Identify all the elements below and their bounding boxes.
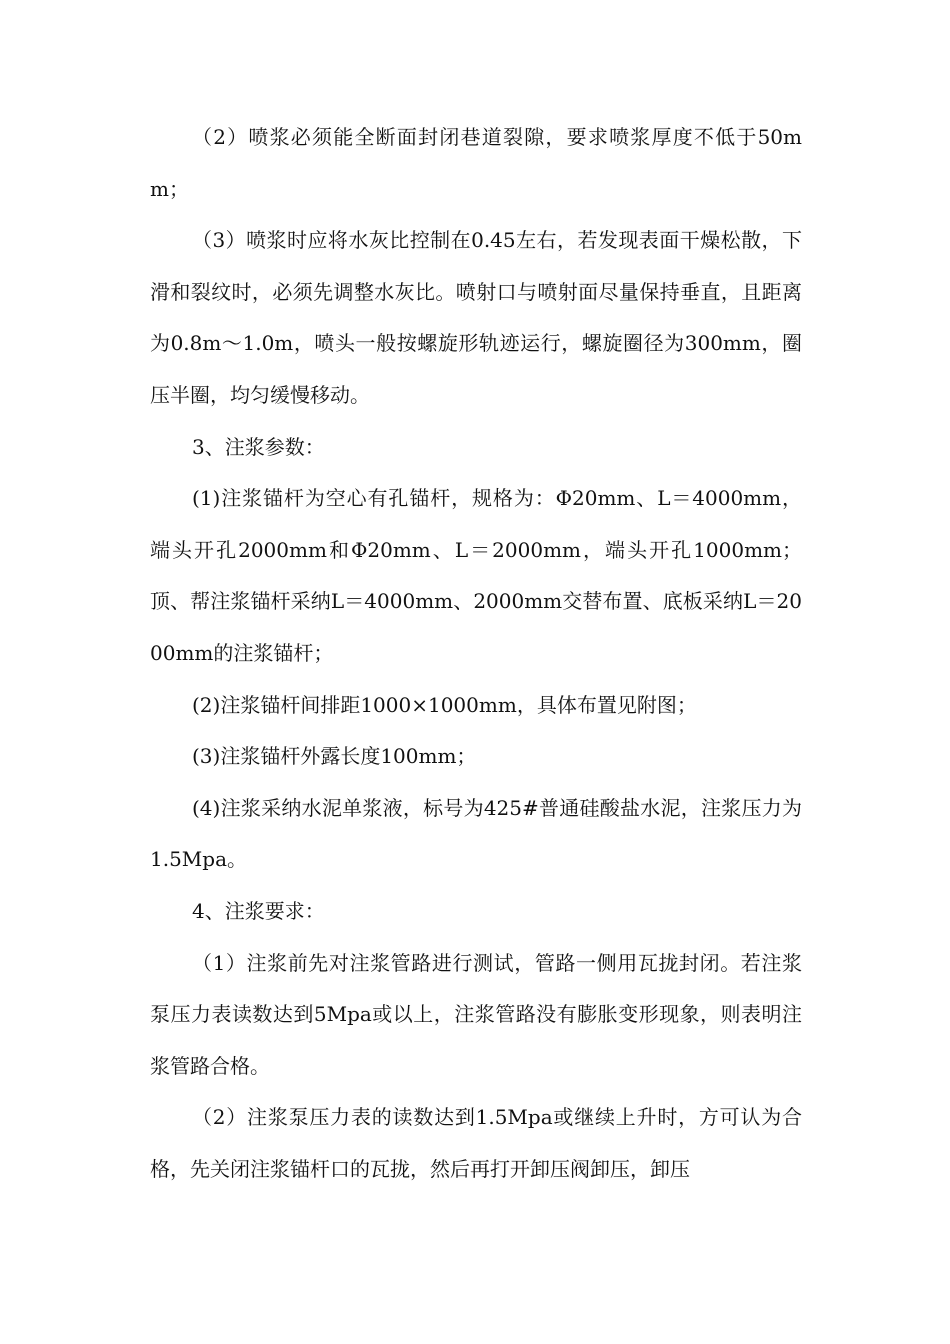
paragraph-pipeline-test: （1）注浆前先对注浆管路进行测试，管路一侧用瓦拢封闭。若注浆泵压力表读数达到5Mpa或以上，注浆管路没有膨胀变形现象，则表明注浆管路合格。 (150, 950, 802, 1078)
paragraph-anchor-exposed-length: (3)注浆锚杆外露长度100mm； (192, 744, 477, 769)
heading-grouting-parameters: 3、注浆参数： (192, 434, 325, 459)
paragraph-shotcrete-thickness: （2）喷浆必须能全断面封闭巷道裂隙，要求喷浆厚度不低于50mm； (150, 125, 802, 201)
document-body (150, 112, 802, 1195)
heading-grouting-requirements: 4、注浆要求： (192, 898, 325, 923)
paragraph-anchor-spacing: (2)注浆锚杆间排距1000×1000mm，具体布置见附图； (192, 692, 697, 717)
paragraph-grouting-anchor-spec: (1)注浆锚杆为空心有孔锚杆，规格为：Φ20mm、L＝4000mm，端头开孔2000mm和Φ20mm、L＝2000mm，端头开孔1000mm；顶、帮注浆锚杆采纳L＝4000mm、2000mm交替布置、底板采纳L＝2000mm的注浆锚杆； (150, 486, 802, 665)
paragraph-cement-slurry: (4)注浆采纳水泥单浆液，标号为425#普通硅酸盐水泥，注浆压力为1.5Mpa。 (150, 795, 802, 872)
paragraph-pressure-gauge: （2）注浆泵压力表的读数达到1.5Mpa或继续上升时，方可认为合格，先关闭注浆锚杆口的瓦拢，然后再打开卸压阀卸压，卸压 (150, 1105, 802, 1181)
paragraph-water-cement-ratio: （3）喷浆时应将水灰比控制在0.45左右，若发现表面干燥松散，下滑和裂纹时，必须先调整水灰比。喷射口与喷射面尽量保持垂直，且距离为0.8m～1.0m，喷头一般按螺旋形轨迹运行，螺旋圈径为300mm，圈压半圈，均匀缓慢移动。 (150, 228, 802, 407)
